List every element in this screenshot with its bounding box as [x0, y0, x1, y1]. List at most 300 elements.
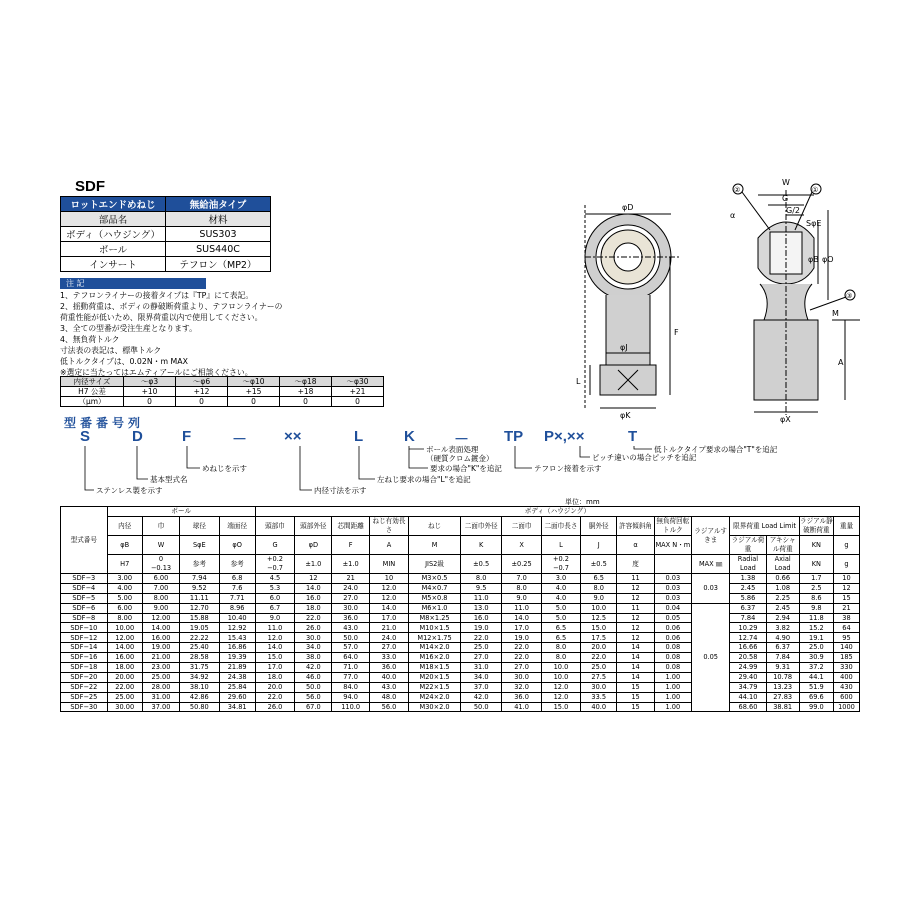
- spec-cell: 36.0: [369, 663, 408, 673]
- label-A: A: [838, 358, 844, 367]
- annotation-p: ピッチ違いの場合ピッチを追記: [592, 453, 697, 462]
- spec-cell: 185: [833, 653, 859, 663]
- spec-cell: 38.81: [766, 702, 799, 712]
- label-phiD: φD: [622, 203, 634, 212]
- spec-symbol: SφE: [180, 536, 219, 555]
- code-p: P×,××: [544, 428, 585, 445]
- spec-load-sub-en: Radial Load: [730, 555, 766, 574]
- tolerance-cell: ～φ3: [124, 377, 176, 387]
- spec-header: 頭部巾: [255, 517, 294, 536]
- spec-model: SDF−4: [61, 583, 108, 593]
- spec-model: SDF−25: [61, 692, 108, 702]
- spec-cell: 27.5: [581, 672, 617, 682]
- spec-cell: 14.0: [255, 643, 294, 653]
- note-line: 4、無負荷トルク: [60, 335, 120, 344]
- spec-row: [61, 613, 860, 623]
- spec-cell: 12.92: [219, 623, 255, 633]
- spec-table: [60, 506, 860, 712]
- spec-cell: 17.0: [369, 613, 408, 623]
- annotation-tp: テフロン接着を示す: [534, 464, 602, 473]
- annotation-f: めねじを示す: [202, 464, 247, 473]
- spec-cell: 22.0: [502, 643, 541, 653]
- spec-cell: 1.00: [654, 702, 691, 712]
- spec-cell: 37.2: [799, 663, 833, 673]
- spec-cell: 22.22: [180, 633, 219, 643]
- spec-tolerance: 度: [617, 555, 654, 574]
- tolerance-cell: ～φ30: [332, 377, 384, 387]
- spec-cell: 13.23: [766, 682, 799, 692]
- note-line: 寸法表の表記は、標準トルク: [60, 346, 162, 355]
- spec-cell: 15.0: [541, 702, 580, 712]
- spec-tolerance: ±0.5: [581, 555, 617, 574]
- spec-cell: 26.0: [255, 702, 294, 712]
- tolerance-cell: +21: [332, 387, 384, 397]
- spec-symbol: KN: [799, 536, 833, 555]
- spec-cell: 10.00: [107, 623, 142, 633]
- spec-cell: 6.0: [255, 593, 294, 603]
- tolerance-cell: 0: [228, 397, 280, 407]
- spec-cell: 38: [833, 613, 859, 623]
- tolerance-cell: +15: [228, 387, 280, 397]
- spec-cell: 57.0: [332, 643, 369, 653]
- spec-cell: 1.7: [799, 574, 833, 584]
- label-M: M: [832, 309, 839, 318]
- annotation-xx: 内径寸法を示す: [314, 486, 367, 495]
- spec-cell: 27.83: [766, 692, 799, 702]
- spec-cell: 600: [833, 692, 859, 702]
- label-callout-3: ③: [846, 292, 853, 300]
- spec-cell: 6.8: [219, 574, 255, 584]
- label-phiJ: φJ: [620, 343, 628, 352]
- spec-cell: 0.08: [654, 653, 691, 663]
- spec-cell: 7.84: [766, 653, 799, 663]
- spec-model: SDF−18: [61, 663, 108, 673]
- note-line: 3、全ての型番が受注生産となります。: [60, 324, 197, 333]
- spec-cell: 110.0: [332, 702, 369, 712]
- spec-cell: 19.39: [219, 653, 255, 663]
- code-k: K: [404, 428, 415, 445]
- notes-heading: 注 記: [60, 278, 206, 289]
- spec-cell: 64: [833, 623, 859, 633]
- tolerance-cell: +10: [124, 387, 176, 397]
- material-col-material: 材料: [166, 212, 271, 227]
- spec-symbol: g: [833, 536, 859, 555]
- spec-cell: M14×2.0: [409, 643, 461, 653]
- spec-cell: 77.0: [332, 672, 369, 682]
- label-G: G: [782, 194, 789, 203]
- spec-cell: 24.0: [332, 583, 369, 593]
- spec-load-sub-en: Axial Load: [766, 555, 799, 574]
- spec-cell: 34.79: [730, 682, 766, 692]
- spec-header: ねじ有効長さ: [369, 517, 408, 536]
- spec-cell: 15.88: [180, 613, 219, 623]
- spec-cell: 15: [833, 593, 859, 603]
- spec-tolerance: [654, 555, 691, 574]
- spec-group-row: [61, 507, 860, 517]
- spec-cell: 23.00: [142, 663, 179, 673]
- spec-header-load-limit: 限界荷重 Load Limit: [730, 517, 799, 536]
- material-value: テフロン（MP2）: [166, 257, 271, 272]
- spec-cell: 37.0: [460, 682, 501, 692]
- label-W: W: [782, 178, 790, 187]
- spec-header-row: [61, 517, 860, 536]
- material-header-lube: 無給油タイプ: [166, 197, 271, 212]
- spec-cell: 25.00: [142, 672, 179, 682]
- spec-model: SDF−14: [61, 643, 108, 653]
- spec-unit: g: [833, 555, 859, 574]
- spec-cell: 50.80: [180, 702, 219, 712]
- spec-header: ラジアルすきま: [692, 517, 730, 555]
- spec-cell: M12×1.75: [409, 633, 461, 643]
- spec-cell: 14: [617, 653, 654, 663]
- spec-cell: 51.9: [799, 682, 833, 692]
- spec-cell: 14: [617, 643, 654, 653]
- spec-cell: 22.00: [107, 682, 142, 692]
- label-phiK: φK: [620, 411, 631, 420]
- spec-cell: 6.5: [581, 574, 617, 584]
- tolerance-cell: ～φ10: [228, 377, 280, 387]
- spec-cell: 8.0: [541, 653, 580, 663]
- spec-cell: 94.0: [332, 692, 369, 702]
- tolerance-cell: ～φ6: [176, 377, 228, 387]
- spec-header: 二面巾長さ: [541, 517, 580, 536]
- spec-cell: 16.0: [460, 613, 501, 623]
- spec-model: SDF−6: [61, 603, 108, 613]
- spec-cell: 1.08: [766, 583, 799, 593]
- tolerance-cell: （μm）: [61, 397, 124, 407]
- spec-tolerance: JIS2級: [409, 555, 461, 574]
- spec-symbol: MAX N・m: [654, 536, 691, 555]
- spec-cell: 20.0: [255, 682, 294, 692]
- spec-cell: M22×1.5: [409, 682, 461, 692]
- spec-cell: 11: [617, 603, 654, 613]
- annotation-s: ステンレス製を示す: [96, 486, 163, 495]
- spec-model: SDF−8: [61, 613, 108, 623]
- spec-cell: 25.84: [219, 682, 255, 692]
- spec-cell: 30.0: [332, 603, 369, 613]
- spec-cell: 12.70: [180, 603, 219, 613]
- spec-header: ねじ: [409, 517, 461, 536]
- spec-cell: 48.0: [369, 692, 408, 702]
- spec-row: [61, 672, 860, 682]
- spec-cell: 33.5: [581, 692, 617, 702]
- spec-cell: 37.00: [142, 702, 179, 712]
- spec-cell: 11.0: [502, 603, 541, 613]
- spec-cell: 28.00: [142, 682, 179, 692]
- spec-row: [61, 643, 860, 653]
- spec-row: [61, 682, 860, 692]
- spec-tolerance: ±1.0: [332, 555, 369, 574]
- code-d: D: [132, 428, 143, 445]
- spec-cell: 6.5: [541, 623, 580, 633]
- spec-cell: 19.00: [142, 643, 179, 653]
- spec-cell: 12.0: [369, 593, 408, 603]
- tolerance-cell: +12: [176, 387, 228, 397]
- spec-body: [61, 574, 860, 712]
- spec-cell: 38.10: [180, 682, 219, 692]
- spec-row: [61, 583, 860, 593]
- spec-cell: 8.0: [541, 643, 580, 653]
- material-value: SUS440C: [166, 242, 271, 257]
- spec-cell: 43.0: [332, 623, 369, 633]
- spec-symbol-row: [61, 536, 860, 555]
- spec-cell: 14.0: [369, 603, 408, 613]
- spec-row: [61, 574, 860, 584]
- spec-cell: 3.00: [107, 574, 142, 584]
- spec-cell: 9.0: [581, 593, 617, 603]
- spec-cell: 25.0: [581, 663, 617, 673]
- spec-cell: 69.6: [799, 692, 833, 702]
- spec-cell: 4.0: [541, 583, 580, 593]
- spec-cell: 11.11: [180, 593, 219, 603]
- spec-cell: 34.92: [180, 672, 219, 682]
- spec-tolerance: 参考: [180, 555, 219, 574]
- spec-cell: 9.0: [502, 593, 541, 603]
- spec-cell: 7.94: [180, 574, 219, 584]
- code-t: T: [628, 428, 638, 445]
- spec-symbol: φO: [219, 536, 255, 555]
- spec-cell: 20.0: [581, 643, 617, 653]
- spec-cell: 27.0: [460, 653, 501, 663]
- spec-cell: 0.04: [654, 603, 691, 613]
- spec-header: 内径: [107, 517, 142, 536]
- spec-cell: 5.0: [541, 603, 580, 613]
- spec-cell: 10.0: [541, 663, 580, 673]
- tolerance-cell: 0: [124, 397, 176, 407]
- spec-cell: 21.0: [369, 623, 408, 633]
- spec-cell: 9.52: [180, 583, 219, 593]
- spec-cell: 8.00: [107, 613, 142, 623]
- tolerance-cell: 0: [332, 397, 384, 407]
- spec-cell: 11.0: [255, 623, 294, 633]
- spec-cell: 12: [295, 574, 332, 584]
- spec-cell: 9.8: [799, 603, 833, 613]
- spec-tolerance: ±0.25: [502, 555, 541, 574]
- spec-cell: 36.0: [502, 692, 541, 702]
- spec-cell: 25.40: [180, 643, 219, 653]
- spec-tolerance-row: [61, 555, 860, 574]
- spec-cell: 14: [617, 672, 654, 682]
- spec-cell: 10: [833, 574, 859, 584]
- spec-cell: 1000: [833, 702, 859, 712]
- spec-header: 重量: [833, 517, 859, 536]
- spec-cell: 2.5: [799, 583, 833, 593]
- spec-tolerance: +0.2 −0.7: [255, 555, 294, 574]
- code-xx: ××: [284, 428, 302, 445]
- tolerance-cell: 内径サイズ: [61, 377, 124, 387]
- spec-cell: 10.0: [541, 672, 580, 682]
- spec-cell: 7.00: [142, 583, 179, 593]
- spec-group-body: ボディ（ハウジング）: [255, 507, 859, 517]
- material-value: SUS303: [166, 227, 271, 242]
- spec-cell: 27.0: [369, 643, 408, 653]
- tolerance-cell: 0: [176, 397, 228, 407]
- spec-unit: KN: [799, 555, 833, 574]
- spec-symbol: M: [409, 536, 461, 555]
- spec-row: [61, 603, 860, 613]
- spec-cell: 14.0: [295, 583, 332, 593]
- spec-cell: 0.05: [654, 613, 691, 623]
- spec-cell: 2.45: [766, 603, 799, 613]
- code-dash-1: －: [232, 431, 248, 448]
- spec-model: SDF−30: [61, 702, 108, 712]
- spec-header: 二面巾: [502, 517, 541, 536]
- spec-cell: M6×1.0: [409, 603, 461, 613]
- spec-cell: 15: [617, 682, 654, 692]
- spec-cell: 12.0: [541, 692, 580, 702]
- spec-cell: 30.9: [799, 653, 833, 663]
- label-alpha: α: [730, 211, 736, 220]
- spec-cell: 6.37: [766, 643, 799, 653]
- tolerance-cell: H7 公差: [61, 387, 124, 397]
- spec-cell: 12: [617, 633, 654, 643]
- spec-cell: 30.0: [295, 633, 332, 643]
- spec-cell: 71.0: [332, 663, 369, 673]
- spec-model: SDF−22: [61, 682, 108, 692]
- spec-cell: 10.78: [766, 672, 799, 682]
- spec-cell: 15.43: [219, 633, 255, 643]
- spec-cell: 12: [617, 613, 654, 623]
- spec-cell: 4.5: [255, 574, 294, 584]
- spec-cell: M18×1.5: [409, 663, 461, 673]
- spec-cell: 140: [833, 643, 859, 653]
- spec-tolerance: 参考: [219, 555, 255, 574]
- note-line: 荷重性能が低いため、限界荷重以内で使用してください。: [60, 313, 263, 322]
- spec-cell: M30×2.0: [409, 702, 461, 712]
- spec-cell: 27.0: [332, 593, 369, 603]
- spec-cell: 15.0: [581, 623, 617, 633]
- spec-header: 巾: [142, 517, 179, 536]
- spec-cell: 0.08: [654, 643, 691, 653]
- spec-cell: 0.66: [766, 574, 799, 584]
- spec-cell: 56.0: [369, 702, 408, 712]
- note-line: 1、テフロンライナーの接着タイプは『TP』にて表記。: [60, 291, 254, 300]
- spec-cell: 12.0: [541, 682, 580, 692]
- spec-header: ラジアル静破断荷重: [799, 517, 833, 534]
- spec-cell: 6.00: [107, 603, 142, 613]
- label-phiO: φO: [822, 255, 834, 264]
- spec-header: 頭部外径: [295, 517, 332, 536]
- spec-cell: 25.0: [799, 643, 833, 653]
- spec-row: [61, 702, 860, 712]
- spec-cell: 21: [332, 574, 369, 584]
- spec-cell: 12: [617, 583, 654, 593]
- spec-cell: 12.74: [730, 633, 766, 643]
- spec-cell: M8×1.25: [409, 613, 461, 623]
- spec-cell: 1.00: [654, 672, 691, 682]
- spec-cell: 10.40: [219, 613, 255, 623]
- spec-cell: 14.00: [107, 643, 142, 653]
- spec-cell: 12.00: [107, 633, 142, 643]
- spec-cell: 40.0: [369, 672, 408, 682]
- label-F: F: [674, 328, 679, 337]
- spec-row: [61, 663, 860, 673]
- spec-cell: 0.03: [654, 583, 691, 593]
- spec-cell: 2.45: [730, 583, 766, 593]
- spec-cell: 11.8: [799, 613, 833, 623]
- spec-cell: 34.0: [295, 643, 332, 653]
- spec-cell: 10.0: [581, 603, 617, 613]
- note-line: ※選定に当たってはエムティアールにご相談ください。: [60, 368, 253, 377]
- spec-symbol: α: [617, 536, 654, 555]
- spec-cell: 15.0: [255, 653, 294, 663]
- spec-cell: 330: [833, 663, 859, 673]
- spec-cell: 7.84: [730, 613, 766, 623]
- spec-cell: 12: [617, 623, 654, 633]
- spec-cell: 8.0: [581, 583, 617, 593]
- spec-symbol: MAX ㎜: [692, 555, 730, 574]
- spec-cell: 24.38: [219, 672, 255, 682]
- spec-row: [61, 692, 860, 702]
- spec-cell: 31.00: [142, 692, 179, 702]
- spec-cell: 42.86: [180, 692, 219, 702]
- spec-cell: 9.31: [766, 663, 799, 673]
- spec-cell: 18.0: [295, 603, 332, 613]
- spec-symbol: L: [541, 536, 580, 555]
- spec-cell: 36.0: [332, 613, 369, 623]
- spec-cell: M3×0.5: [409, 574, 461, 584]
- spec-cell: M4×0.7: [409, 583, 461, 593]
- spec-cell: 38.0: [295, 653, 332, 663]
- spec-cell: 17.0: [502, 623, 541, 633]
- spec-cell: 22.0: [255, 692, 294, 702]
- spec-cell: 11: [617, 574, 654, 584]
- code-s: S: [80, 428, 91, 445]
- spec-cell: 50.0: [332, 633, 369, 643]
- spec-cell: 42.0: [295, 663, 332, 673]
- spec-cell: 29.60: [219, 692, 255, 702]
- spec-symbol: K: [460, 536, 501, 555]
- spec-cell: 5.3: [255, 583, 294, 593]
- spec-cell: 20.00: [107, 672, 142, 682]
- code-f: F: [182, 428, 192, 445]
- spec-cell: 43.0: [369, 682, 408, 692]
- tolerance-cell: ～φ18: [280, 377, 332, 387]
- code-l: L: [354, 428, 364, 445]
- spec-group-ball: ボール: [107, 507, 255, 517]
- spec-cell: 25.00: [107, 692, 142, 702]
- material-header-type: ロットエンドめねじ: [61, 197, 166, 212]
- annotation-l: 左ねじ要求の場合"L"を追記: [377, 475, 471, 484]
- spec-col-model: 型式番号: [61, 507, 108, 574]
- spec-cell: 8.6: [799, 593, 833, 603]
- spec-symbol: F: [332, 536, 369, 555]
- spec-cell: 14.00: [142, 623, 179, 633]
- spec-cell: 10.29: [730, 623, 766, 633]
- spec-row: [61, 633, 860, 643]
- spec-cell: 17.0: [255, 663, 294, 673]
- unit-label: 単位：mm: [565, 498, 600, 506]
- spec-cell: 0.06: [654, 633, 691, 643]
- spec-symbol: φD: [295, 536, 332, 555]
- spec-cell: 8.0: [502, 583, 541, 593]
- spec-cell: 1.38: [730, 574, 766, 584]
- spec-cell: 31.0: [460, 663, 501, 673]
- spec-cell: 34.81: [219, 702, 255, 712]
- spec-cell: 12: [617, 593, 654, 603]
- spec-cell: 22.0: [460, 633, 501, 643]
- spec-cell: 15: [617, 702, 654, 712]
- spec-symbol: φB: [107, 536, 142, 555]
- material-col-part: 部品名: [61, 212, 166, 227]
- spec-cell: 14.0: [502, 613, 541, 623]
- spec-cell: 0.03: [654, 593, 691, 603]
- spec-cell: 16.00: [142, 633, 179, 643]
- spec-cell: 21: [833, 603, 859, 613]
- code-tp: TP: [504, 428, 524, 445]
- spec-model: SDF−20: [61, 672, 108, 682]
- radial-clearance: 0.05: [692, 603, 730, 712]
